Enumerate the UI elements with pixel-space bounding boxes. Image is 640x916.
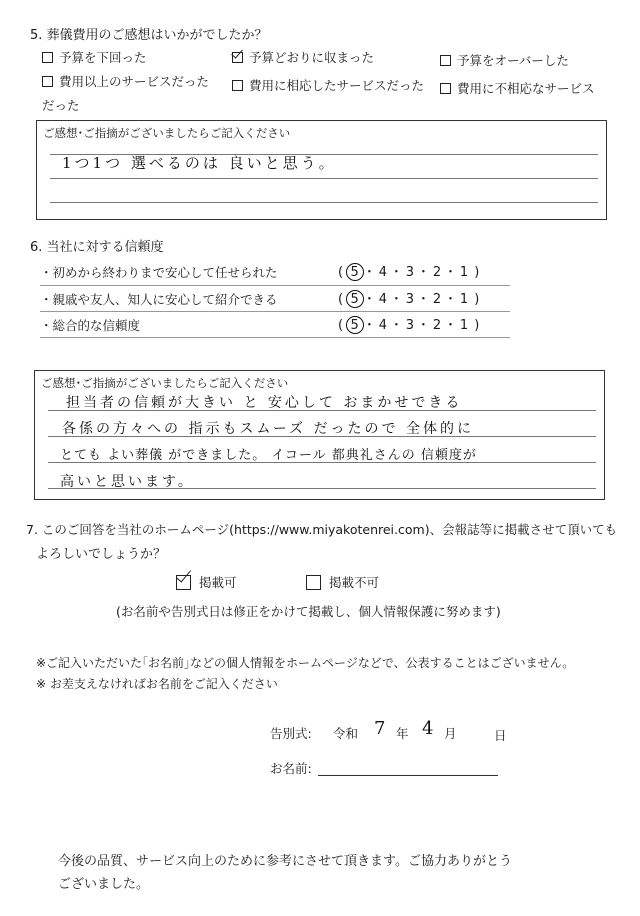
rating-selected[interactable]: 5 — [346, 263, 364, 281]
month-unit: 月 — [444, 726, 457, 741]
rating-option[interactable]: 2 — [432, 292, 443, 307]
q6-title: 6. 当社に対する信頼度 — [30, 240, 164, 255]
q6-comment-line-1: 担当者の信頼が大きい と 安心して おまかせできる — [66, 395, 463, 411]
era-label: 令和 — [333, 726, 359, 741]
row-line — [40, 337, 510, 338]
checkbox[interactable] — [42, 52, 53, 63]
q6-item-label: ・親戚や友人、知人に安心して紹介できる — [40, 292, 278, 307]
rating-selected[interactable]: 5 — [346, 316, 364, 334]
day-unit: 日 — [494, 728, 507, 743]
q6-item-label: ・総合的な信頼度 — [40, 318, 141, 333]
writing-line — [50, 202, 598, 203]
name-label: お名前: — [270, 761, 312, 776]
name-request-note: ※ お差支えなければお名前をご記入ください — [36, 677, 278, 691]
comment-label: ご感想･ご指摘がございましたらご記入ください — [41, 376, 289, 390]
month-value[interactable]: 4 — [422, 718, 437, 739]
option-label: 費用に不相応なサービス — [457, 81, 595, 96]
q5-option-wrap: だった — [42, 98, 80, 113]
closing-message-line-1: 今後の品質、サービス向上のために参考にさせて頂きます。ご協力ありがとう — [58, 854, 512, 869]
option-label: 費用以上のサービスだった — [59, 74, 210, 89]
rating-option[interactable]: 3 — [405, 318, 416, 333]
rating-option[interactable]: 4 — [378, 265, 388, 280]
q7-title-line-1: 7. このご回答を当社のホームページ(https://www.miyakotenrei.com)、会報誌等に掲載させて頂いても — [26, 522, 618, 537]
q5-option-within-budget[interactable] — [232, 48, 374, 66]
checkbox[interactable] — [42, 76, 53, 87]
option-label: 予算どおりに収まった — [249, 50, 375, 65]
closing-message-line-2: ございました。 — [58, 877, 150, 892]
privacy-note: ※ご記入いただいた｢お名前｣などの個人情報をホームページなどで、公表することはございません。 — [36, 656, 575, 670]
q6-rating-2[interactable]: ( 5 ･ 4 ･ 3 ･ 2 ･ 1 ) — [338, 292, 481, 307]
q7-option-allow[interactable] — [176, 573, 237, 591]
q6-comment-line-3: とても よい葬儀 ができました。 イコール 都典礼さんの 信頼度が — [60, 448, 477, 463]
q6-comment-line-4: 高いと思います。 — [60, 474, 195, 490]
rating-option[interactable]: 3 — [405, 292, 416, 307]
rating-option[interactable]: 2 — [432, 318, 443, 333]
q5-comment-text: 1つ1つ 選べるのは 良いと思う。 — [62, 154, 337, 172]
rating-option[interactable]: 2 — [432, 265, 443, 280]
q6-rating-1[interactable]: ( 5 ･ 4 ･ 3 ･ 2 ･ 1 ) — [338, 265, 481, 280]
writing-line — [50, 178, 598, 179]
rating-selected[interactable]: 5 — [346, 290, 364, 308]
q5-title: 5. 葬儀費用のご感想はいかがでしたか？ — [30, 28, 268, 43]
q5-option-under-budget[interactable] — [42, 48, 147, 66]
checkbox-checked[interactable] — [232, 52, 243, 63]
checkbox[interactable] — [306, 575, 321, 590]
rating-option[interactable]: 4 — [378, 292, 388, 307]
ceremony-date-label: 告別式: — [270, 726, 312, 741]
q5-option-over-budget[interactable] — [440, 51, 569, 69]
option-label: 予算をオーバーした — [457, 53, 569, 68]
option-label: 掲載可 — [199, 575, 237, 590]
option-label: 掲載不可 — [329, 575, 380, 590]
q7-note: (お名前や告別式日は修正をかけて掲載し、個人情報保護に努めます) — [116, 604, 501, 619]
q6-comment-line-2: 各係の方々への 指示もスムーズ だったので 全体的に — [62, 421, 474, 437]
name-input-line[interactable] — [318, 775, 498, 776]
option-label: 費用に相応したサービスだった — [249, 78, 425, 93]
rating-option[interactable]: 1 — [459, 265, 470, 280]
q6-rating-3[interactable]: ( 5 ･ 4 ･ 3 ･ 2 ･ 1 ) — [338, 318, 481, 333]
checkbox[interactable] — [440, 55, 451, 66]
q5-option-worth-equal[interactable] — [232, 76, 424, 94]
year-unit: 年 — [396, 726, 409, 741]
row-line — [40, 285, 510, 286]
q5-option-not-worth[interactable] — [440, 79, 595, 97]
year-value[interactable]: 7 — [374, 718, 389, 739]
rating-option[interactable]: 1 — [459, 292, 470, 307]
q6-item-label: ・初めから終わりまで安心して任せられた — [40, 265, 278, 280]
checkbox[interactable] — [232, 80, 243, 91]
rating-option[interactable]: 4 — [378, 318, 388, 333]
rating-option[interactable]: 1 — [459, 318, 470, 333]
row-line — [40, 311, 510, 312]
rating-option[interactable]: 3 — [405, 265, 416, 280]
q5-option-worth-more[interactable] — [42, 72, 209, 90]
q7-title-line-2: よろしいでしょうか？ — [36, 547, 167, 562]
checkbox-checked[interactable] — [176, 575, 191, 590]
q7-option-deny[interactable] — [306, 573, 379, 591]
option-label: 予算を下回った — [59, 50, 147, 65]
checkbox[interactable] — [440, 83, 451, 94]
comment-label: ご感想･ご指摘がございましたらご記入ください — [43, 126, 291, 140]
